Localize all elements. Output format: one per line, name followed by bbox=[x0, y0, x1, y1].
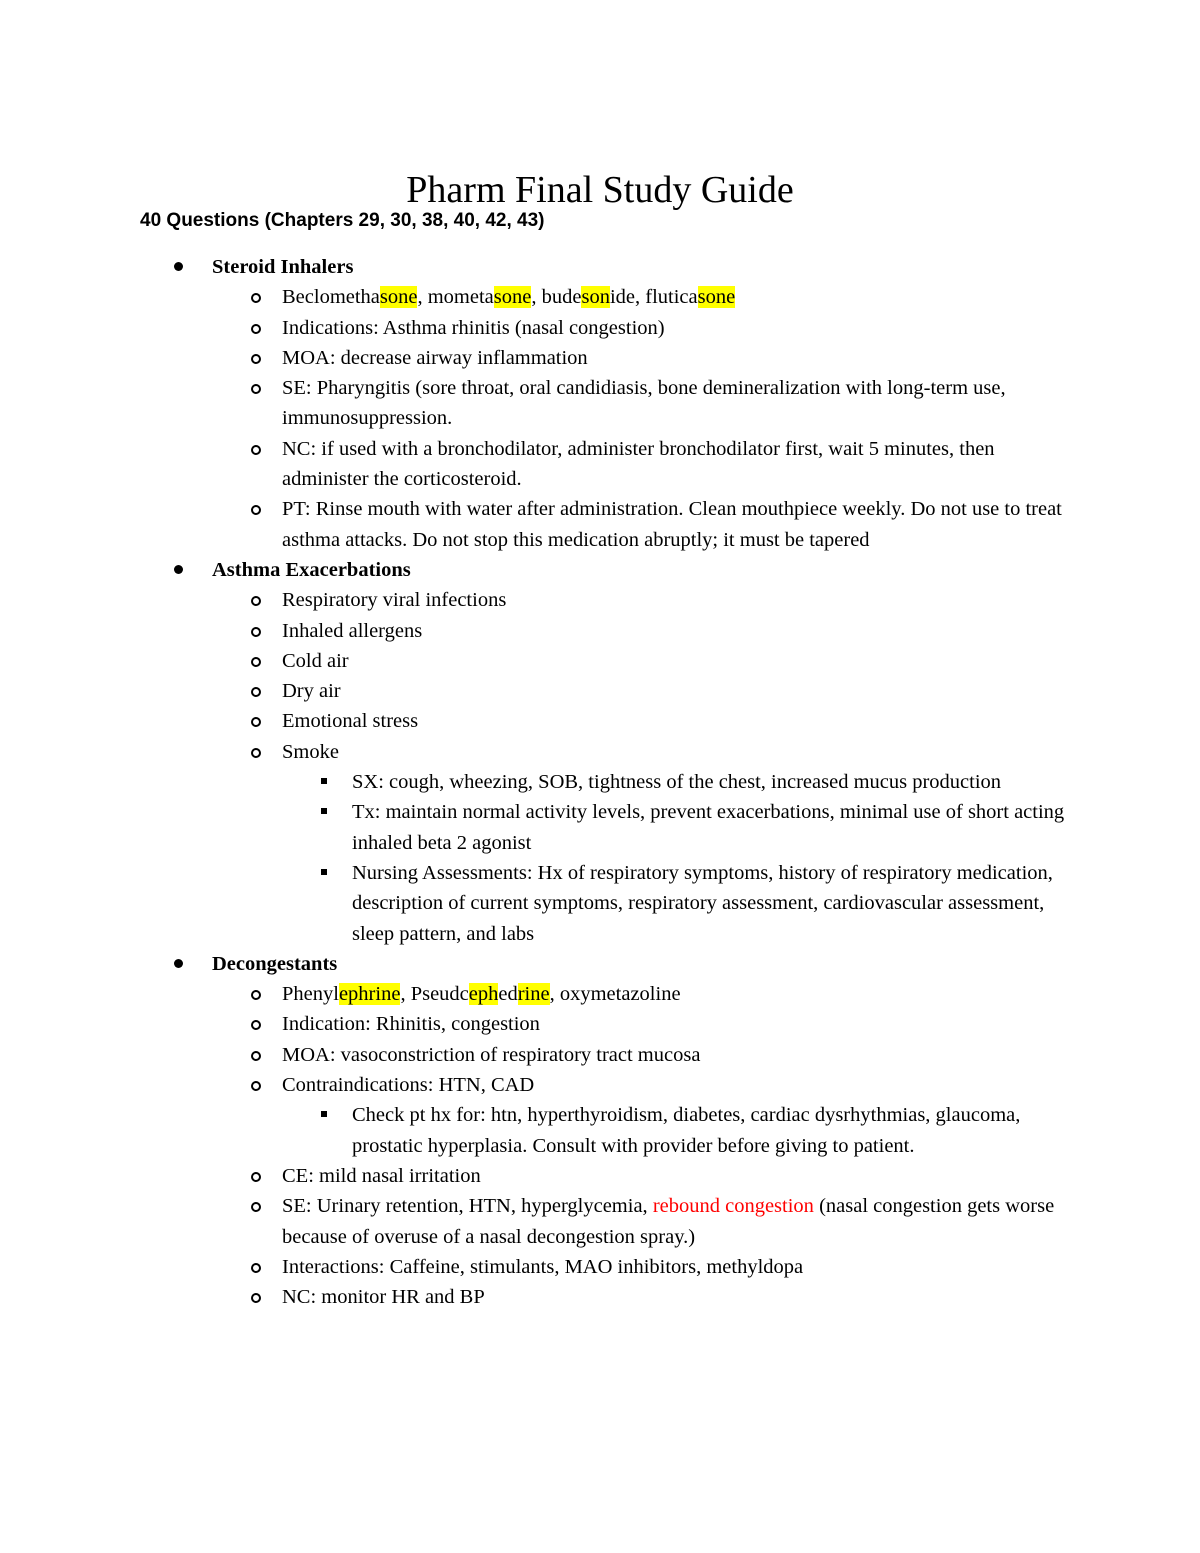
bullet-dot-icon bbox=[174, 262, 183, 271]
red-emphasis-text: rebound congestion bbox=[652, 1195, 814, 1218]
list-item-text: Contraindications: HTN, CAD bbox=[282, 1074, 535, 1097]
list-item bbox=[140, 494, 1070, 555]
bullet-circle-icon bbox=[251, 748, 261, 758]
list-item bbox=[140, 1040, 1070, 1070]
section-steroid-inhalers bbox=[140, 252, 1070, 555]
bullet-circle-icon bbox=[251, 657, 261, 667]
list-item-text: Indication: Rhinitis, congestion bbox=[282, 1013, 540, 1036]
list-item-drugs bbox=[140, 282, 1070, 312]
list-item-text: Cold air bbox=[282, 649, 349, 672]
bullet-square-icon bbox=[321, 1111, 327, 1117]
highlighted-suffix: sone bbox=[493, 286, 532, 309]
list-item bbox=[140, 373, 1070, 434]
drug-text: , oxymetazoline bbox=[549, 983, 681, 1006]
list-item bbox=[140, 585, 1070, 615]
bullet-circle-icon bbox=[251, 354, 261, 364]
list-item bbox=[140, 706, 1070, 736]
bullet-square-icon bbox=[321, 808, 327, 814]
page-title: Pharm Final Study Guide bbox=[406, 169, 794, 212]
list-item-drugs bbox=[140, 979, 1070, 1009]
list-item-text: MOA: decrease airway inflammation bbox=[282, 346, 588, 369]
list-item bbox=[140, 1009, 1070, 1039]
list-item bbox=[140, 343, 1070, 373]
list-item-text: SE: Pharyngitis (sore throat, oral candidiasis, bone demineralization with long-term use, immunosuppression. bbox=[282, 377, 1006, 430]
list-item-text: Interactions: Caffeine, stimulants, MAO inhibitors, methyldopa bbox=[282, 1255, 804, 1278]
bullet-circle-icon bbox=[251, 1081, 261, 1091]
list-item bbox=[140, 1282, 1070, 1312]
highlighted-suffix: rine bbox=[517, 983, 550, 1006]
bullet-circle-icon bbox=[251, 384, 261, 394]
list-item-text: Respiratory viral infections bbox=[282, 589, 507, 612]
list-item bbox=[140, 434, 1070, 495]
sub-list-item bbox=[140, 858, 1070, 949]
highlighted-suffix: sone bbox=[697, 286, 736, 309]
bullet-square-icon bbox=[321, 869, 327, 875]
bullet-circle-icon bbox=[251, 1263, 261, 1273]
list-item-text: NC: if used with a bronchodilator, administer bronchodilator first, wait 5 minutes, then administer the corticosteroid. bbox=[282, 437, 995, 491]
list-item-text: SE: Urinary retention, HTN, hyperglycemia, bbox=[282, 1195, 653, 1218]
list-item-text: Smoke bbox=[282, 740, 339, 763]
bullet-circle-icon bbox=[251, 1202, 261, 1212]
bullet-circle-icon bbox=[251, 990, 261, 1000]
bullet-circle-icon bbox=[251, 1293, 261, 1303]
highlighted-suffix: son bbox=[581, 286, 610, 309]
separator: , bbox=[400, 983, 411, 1006]
sub-list-item-text: SX: cough, wheezing, SOB, tightness of the chest, increased mucus production bbox=[352, 771, 1002, 794]
list-item-text: Inhaled allergens bbox=[282, 619, 423, 642]
drug-text: bude bbox=[541, 286, 582, 309]
separator: , bbox=[531, 286, 542, 309]
section-decongestants bbox=[140, 949, 1070, 1313]
highlighted-suffix: eph bbox=[468, 983, 499, 1006]
bullet-square-icon bbox=[321, 778, 327, 784]
list-item-text: CE: mild nasal irritation bbox=[282, 1164, 481, 1187]
drug-text: Beclometha bbox=[282, 286, 380, 309]
drug-text: ed bbox=[498, 983, 518, 1006]
list-item-text: Dry air bbox=[282, 680, 341, 703]
bullet-circle-icon bbox=[251, 596, 261, 606]
list-item-text: MOA: vasoconstriction of respiratory tract mucosa bbox=[282, 1043, 701, 1066]
drug-text: flutica bbox=[645, 286, 698, 309]
bullet-dot-icon bbox=[174, 565, 183, 574]
list-item-text: PT: Rinse mouth with water after administration. Clean mouthpiece weekly. Do not use to treat asthma attacks. Do not stop this medication abruptly; it must be tapered bbox=[282, 498, 1062, 551]
list-item bbox=[140, 646, 1070, 676]
bullet-circle-icon bbox=[251, 1051, 261, 1061]
drug-text: Phenyl bbox=[282, 983, 339, 1006]
list-item bbox=[140, 616, 1070, 646]
bullet-circle-icon bbox=[251, 445, 261, 455]
list-item-text: Indications: Asthma rhinitis (nasal congestion) bbox=[282, 316, 665, 339]
bullet-circle-icon bbox=[251, 687, 261, 697]
list-item bbox=[140, 1191, 1070, 1252]
bullet-circle-icon bbox=[251, 717, 261, 727]
drug-text: Pseudc bbox=[410, 983, 469, 1006]
list-item bbox=[140, 676, 1070, 706]
section-label: Asthma Exacerbations bbox=[212, 558, 411, 581]
bullet-circle-icon bbox=[251, 1020, 261, 1030]
bullet-dot-icon bbox=[174, 959, 183, 968]
sub-list-item-text: Nursing Assessments: Hx of respiratory symptoms, history of respiratory medication, description of current symptoms, respiratory assessment, cardiovascular assessment, sleep pattern, and labs bbox=[352, 861, 1053, 945]
highlighted-suffix: ephrine bbox=[338, 983, 401, 1006]
list-item bbox=[140, 1161, 1070, 1191]
bullet-circle-icon bbox=[251, 505, 261, 515]
subheading: 40 Questions (Chapters 29, 30, 38, 40, 42, 43) bbox=[140, 210, 545, 231]
bullet-circle-icon bbox=[251, 324, 261, 334]
list-item-text: NC: monitor HR and BP bbox=[282, 1286, 485, 1309]
outline bbox=[140, 252, 1070, 1312]
sub-list-item bbox=[140, 797, 1070, 858]
list-item-text: (nasal congestion gets worse because of overuse of a nasal decongestion spray.) bbox=[282, 1195, 1055, 1248]
section-label: Decongestants bbox=[212, 952, 338, 975]
list-item-text: Emotional stress bbox=[282, 710, 419, 733]
drug-text: mometa bbox=[427, 286, 494, 309]
separator: , bbox=[635, 286, 646, 309]
bullet-circle-icon bbox=[251, 293, 261, 303]
sub-list-item bbox=[140, 1100, 1070, 1161]
sub-list-item-text: Check pt hx for: htn, hyperthyroidism, diabetes, cardiac dysrhythmias, glaucoma, prostatic hyperplasia. Consult with provider before giving to patient. bbox=[352, 1104, 1021, 1157]
list-item bbox=[140, 1252, 1070, 1282]
sub-list-item bbox=[140, 767, 1070, 797]
list-item bbox=[140, 1070, 1070, 1161]
separator: , bbox=[417, 286, 428, 309]
list-item bbox=[140, 313, 1070, 343]
drug-text: ide bbox=[609, 286, 635, 309]
section-label: Steroid Inhalers bbox=[212, 256, 354, 278]
list-item bbox=[140, 737, 1070, 949]
bullet-circle-icon bbox=[251, 627, 261, 637]
bullet-circle-icon bbox=[251, 1172, 261, 1182]
sub-list-item-text: Tx: maintain normal activity levels, prevent exacerbations, minimal use of short acting inhaled beta 2 agonist bbox=[352, 801, 1065, 854]
section-asthma-exacerbations bbox=[140, 555, 1070, 949]
highlighted-suffix: sone bbox=[379, 286, 418, 309]
